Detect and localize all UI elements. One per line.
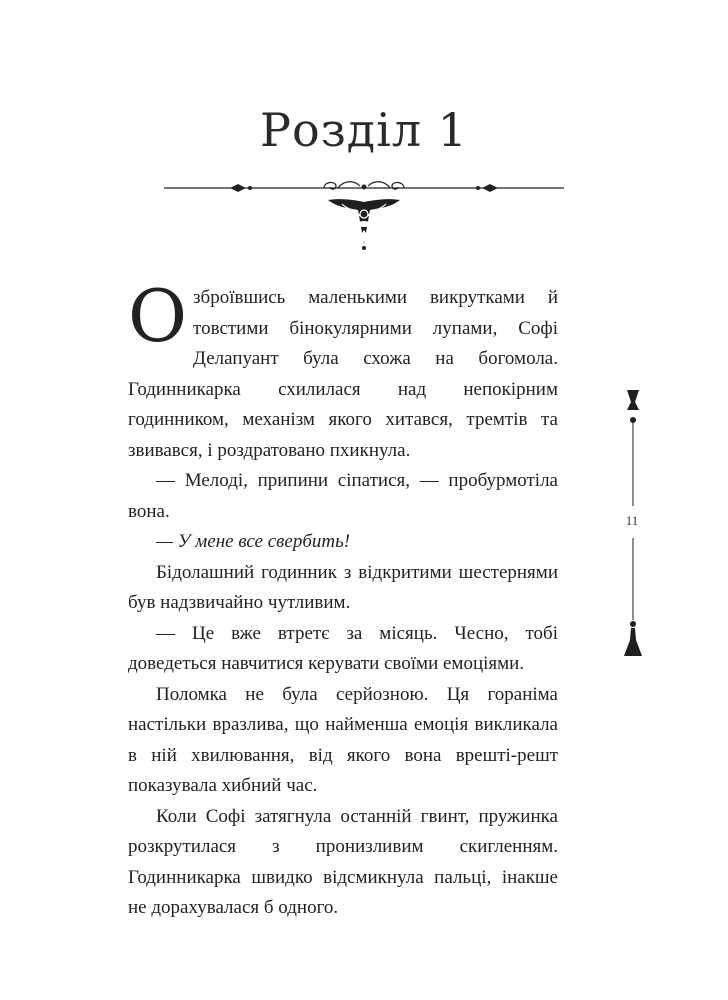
page-number: 11 bbox=[625, 513, 639, 528]
paragraph-7: Коли Софі затягнула останній гвинт, пружинка розкрутилася з пронизливим скигленням. Годинникарка швидко відсмикнула пальці, інакше не дорахувалася б одного. bbox=[128, 805, 558, 918]
paragraph-6: Поломка не була серйозною. Ця гораніма настільки вразлива, що найменша емоція викликала в ній хвилювання, від якого вона врешті-решт показувала хибний час. bbox=[128, 683, 558, 796]
paragraph-1-text: зброївшись маленькими викрутками й товстими бінокулярними лупами, Софі Делапуант була схожа на богомола. Годинникарка схилилася над непокірним годинником, механізм якого хитався, тремтів та звивався, і роздратовано пхикнула. bbox=[128, 287, 558, 461]
paragraph-2: — Мелоді, припини сіпатися, — пробурмотіла вона. bbox=[128, 470, 558, 522]
paragraph-1 bbox=[128, 274, 558, 466]
flourish-divider-icon bbox=[164, 172, 564, 252]
paragraph-3: — У мене все свербить! bbox=[156, 531, 351, 552]
chapter-title: Розділ 1 bbox=[260, 103, 468, 157]
paragraph-4: Бідолашний годинник з відкритими шестернями був надзвичайно чутливим. bbox=[128, 561, 558, 613]
drop-cap: О bbox=[128, 274, 188, 358]
body-text bbox=[128, 274, 558, 924]
paragraph-5: — Це вже втретє за місяць. Чесно, тобі доведеться навчитися керувати своїми емоціями. bbox=[128, 622, 558, 674]
